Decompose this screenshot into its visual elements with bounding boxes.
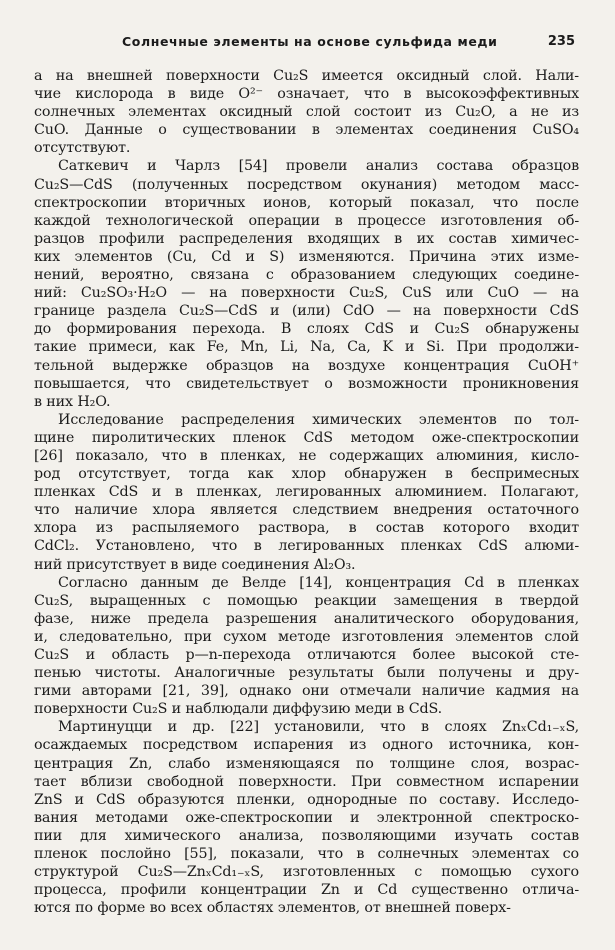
- text-line: пенью чистоты. Аналогичные результаты были получены и дру-: [34, 665, 579, 682]
- text-line: отсутствуют.: [34, 140, 131, 157]
- text-line: что наличие хлора является следствием внедрения остаточного: [34, 502, 579, 519]
- text-line: структурой Cu₂S—ZnₓCd₁₋ₓS, изготовленных с помощью сухого: [34, 864, 579, 881]
- text-line: повышается, что свидетельствует о возможности проникновения: [34, 375, 579, 392]
- text-line: процесса, профили концентрации Zn и Cd существенно отлича-: [34, 882, 579, 899]
- text-line: ний: Cu₂SO₃·H₂O — на поверхности Cu₂S, CuS или CuO — на: [34, 285, 579, 302]
- text-line: вания методами оже-спектроскопии и электронной спектроско-: [34, 809, 579, 826]
- text-line: осаждаемых посредством испарения из одного источника, кон-: [34, 737, 579, 754]
- text-line: [26] показало, что в пленках, не содержащих алюминия, кисло-: [34, 447, 579, 464]
- text-line: хлора из распыляемого раствора, в состав которого входит: [34, 520, 579, 537]
- text-line: спектроскопии вторичных ионов, который показал, что после: [34, 194, 579, 211]
- text-line: щине пиролитических пленок CdS методом оже-спектроскопии: [34, 429, 579, 446]
- text-line: Саткевич и Чарлз [54] провели анализ состава образцов: [58, 158, 579, 175]
- text-line: Cu₂S, выращенных с помощью реакции замещения в твердой: [34, 592, 579, 609]
- body-text: [34, 67, 579, 917]
- text-line: тельной выдержке образцов на воздухе концентрация CuOH⁺: [34, 357, 579, 374]
- text-line: ких элементов (Cu, Cd и S) изменяются. Причина этих изме-: [34, 248, 579, 265]
- text-line: нений, вероятно, связана с образованием следующих соедине-: [34, 267, 579, 284]
- text-line: фазе, ниже предела разрешения аналитического оборудования,: [34, 610, 579, 627]
- text-line: Согласно данным де Велде [14], концентрация Cd в пленках: [58, 574, 579, 591]
- text-line: каждой технологической операции в процессе изготовления об-: [34, 212, 579, 229]
- paragraph: [34, 67, 579, 157]
- text-line: ются по форме во всех областях элементов, от внешней поверх-: [34, 900, 511, 917]
- paragraph: [34, 718, 579, 917]
- text-line: центрация Zn, слабо изменяющаяся по толщине слоя, возрас-: [34, 755, 579, 772]
- text-line: Исследование распределения химических элементов по тол-: [58, 411, 579, 428]
- text-line: а на внешней поверхности Cu₂S имеется оксидный слой. Нали-: [34, 68, 579, 84]
- running-title: Солнечные элементы на основе сульфида меди: [122, 34, 498, 49]
- text-line: CdCl₂. Установлено, что в легированных пленках CdS алюми-: [34, 538, 579, 555]
- text-line: Cu₂S—CdS (полученных посредством окунания) методом масс-: [34, 176, 579, 193]
- page-header: [36, 34, 575, 54]
- text-line: Мартинуцци и др. [22] установили, что в слоях ZnₓCd₁₋ₓS,: [58, 719, 579, 736]
- text-line: поверхности Cu₂S и наблюдали диффузию меди в CdS.: [34, 701, 443, 718]
- text-line: до формирования перехода. В слоях CdS и Cu₂S обнаружены: [34, 321, 579, 338]
- text-line: Cu₂S и область p—n-перехода отличаются более высокой сте-: [34, 647, 579, 663]
- text-line: ний присутствует в виде соединения Al₂O₃.: [34, 556, 356, 573]
- text-line: границе раздела Cu₂S—CdS и (или) CdO — на поверхности CdS: [34, 303, 579, 320]
- paragraph: [34, 574, 579, 719]
- text-line: пии для химического анализа, позволяющими изучать состав: [34, 827, 579, 844]
- text-line: и, следовательно, при сухом методе изготовления элементов слой: [34, 628, 579, 645]
- text-line: род отсутствует, тогда как хлор обнаружен в беспримесных: [34, 466, 579, 483]
- text-line: солнечных элементах оксидный слой состоит из Cu₂O, а не из: [34, 104, 579, 121]
- text-line: ZnS и CdS образуются пленки, однородные по составу. Исследо-: [34, 791, 579, 808]
- text-line: в них H₂O.: [34, 393, 111, 410]
- text-line: CuO. Данные о существовании в элементах соединения CuSO₄: [34, 122, 579, 139]
- text-line: пленок послойно [55], показали, что в солнечных элементах со: [34, 846, 579, 863]
- text-line: такие примеси, как Fe, Mn, Li, Na, Ca, K и Si. При продолжи-: [34, 339, 579, 356]
- text-line: разцов профили распределения входящих в их состав химичес-: [34, 230, 579, 247]
- text-line: гими авторами [21, 39], однако они отмечали наличие кадмия на: [34, 683, 579, 700]
- paragraph: [34, 411, 579, 574]
- paragraph: [34, 157, 579, 410]
- text-line: пленках CdS и в пленках, легированных алюминием. Полагают,: [34, 484, 579, 501]
- text-line: тает вблизи свободной поверхности. При совместном испарении: [34, 773, 579, 790]
- page-number: 235: [547, 34, 575, 49]
- text-line: чие кислорода в виде O²⁻ означает, что в высокоэффективных: [34, 86, 579, 103]
